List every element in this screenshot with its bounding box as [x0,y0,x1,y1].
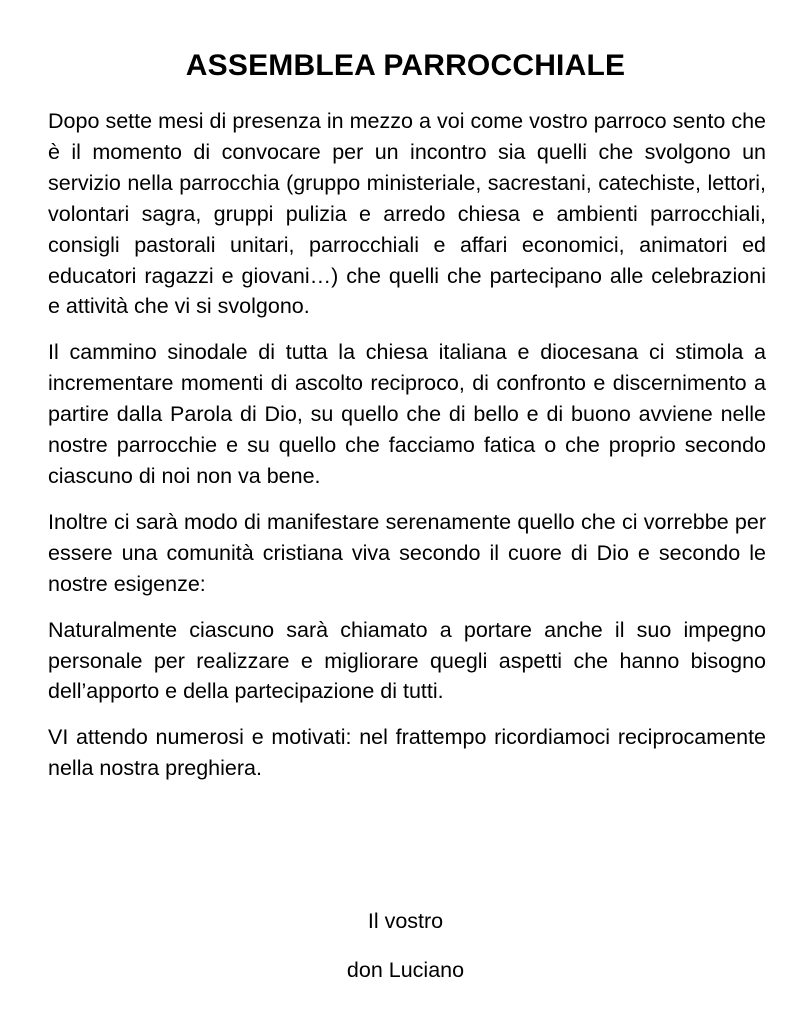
signature: don Luciano [346,958,465,982]
paragraph-personal-commitment: Naturalmente ciascuno sarà chiamato a portare anche il suo impegno personale per realizzare e migliorare quegli aspetti che hanno bisogno dell’apporto e della partecipazione di tutti. [48,617,766,704]
paragraph-convocation: Dopo sette mesi di presenza in mezzo a voi come vostro parroco sento che è il momento di convocare per un incontro sia quelli che svolgono un servizio nella parrocchia (gruppo ministeriale, sacrestani, catechiste, lettori, volontari sagra, gruppi pulizia e arredo chiesa e ambienti parrocchiali, consigli pastorali unitari, parrocchiali e affari economici, animatori ed educatori ragazzi e giovani…) che quelli che partecipano alle celebrazioni e attività che vi si svolgono. [48,109,766,319]
document-body [48,106,766,784]
document-title: ASSEMBLEA PARROCCHIALE [185,49,626,82]
paragraph-invitation: VI attendo numerosi e motivati: nel frattempo ricordiamoci reciprocamente nella nostra preghiera. [48,725,766,781]
paragraph-community-needs: Inoltre ci sarà modo di manifestare serenamente quello che ci vorrebbe per essere una comunità cristiana viva secondo il cuore di Dio e secondo le nostre esigenze: [48,509,766,596]
closing-line: Il vostro [367,909,444,933]
paragraph-synodal-path: Il cammino sinodale di tutta la chiesa italiana e diocesana ci stimola a incrementare momenti di ascolto reciproco, di confronto e discernimento a partire dalla Parola di Dio, su quello che di bello e di buono avviene nelle nostre parrocchie e su quello che facciamo fatica o che proprio secondo ciascuno di noi non va bene. [48,340,766,488]
